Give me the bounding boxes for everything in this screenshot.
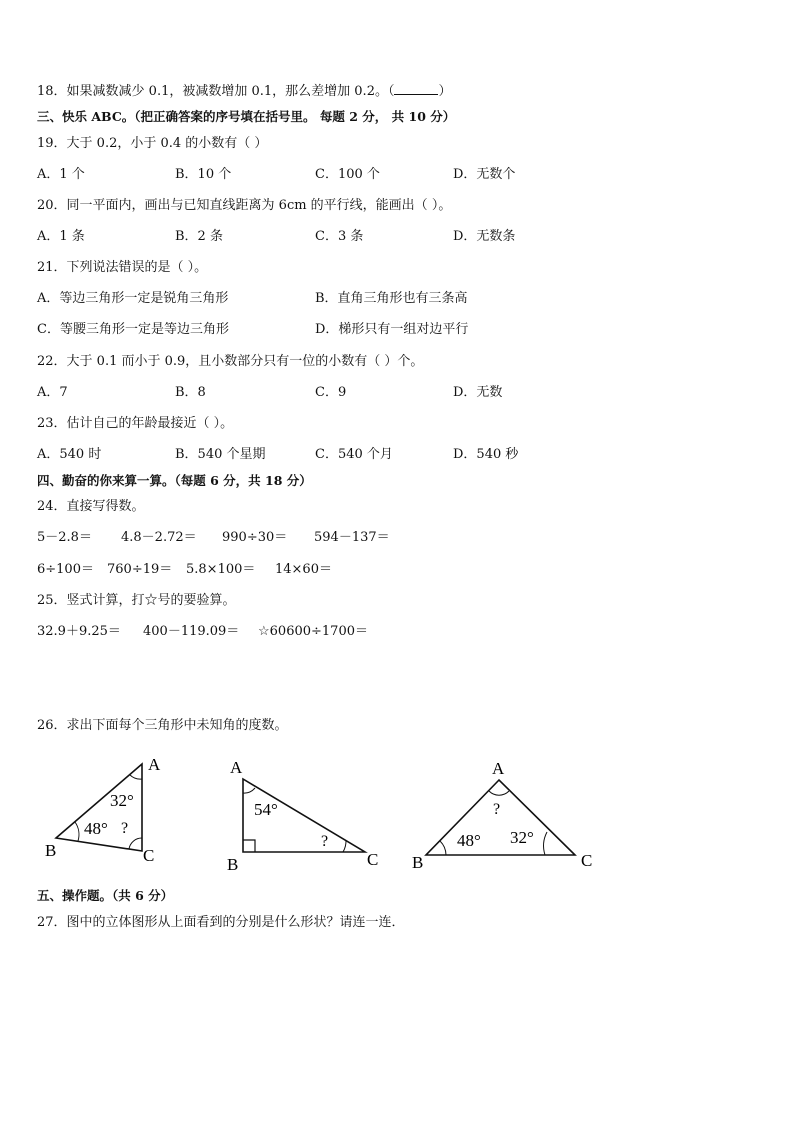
question-18-text: 18．如果减数减少 0.1，被减数增加 0.1，那么差增加 0.2。（	[37, 84, 395, 99]
question-25-text: 25．竖式计算，打☆号的要验算。	[37, 593, 236, 608]
q23-option-b[interactable]: B．540 个星期	[175, 447, 266, 462]
q24-item: 14×60＝	[275, 562, 332, 577]
q24-item: 6÷100＝	[37, 562, 94, 577]
triangle-1	[45, 755, 161, 865]
q24-item: 594－137＝	[314, 530, 390, 545]
question-18-close: ）	[438, 84, 452, 99]
angle-label: ?	[321, 833, 329, 850]
question-24-text: 24．直接写得数。	[37, 499, 145, 514]
q24-item: 990÷30＝	[222, 530, 288, 545]
right-angle-mark	[243, 840, 255, 852]
angle-arc	[489, 791, 509, 795]
q24-item: 5－2.8＝	[37, 530, 92, 545]
question-19-text: 19．大于 0.2，小于 0.4 的小数有（ ）	[37, 136, 268, 151]
q22-option-d[interactable]: D．无数	[453, 385, 503, 400]
q22-option-c[interactable]: C．9	[315, 385, 347, 400]
question-22-text: 22．大于 0.1 而小于 0.9，且小数部分只有一位的小数有（ ）个。	[37, 354, 424, 369]
angle-arc	[130, 775, 142, 779]
vertex-label-a: A	[148, 755, 161, 774]
question-26-text: 26．求出下面每个三角形中未知角的度数。	[37, 718, 288, 733]
angle-arc	[129, 838, 142, 849]
vertex-label-c: C	[581, 851, 593, 870]
question-23-text: 23．估计自己的年龄最接近（ ）。	[37, 416, 234, 431]
q24-item: 5.8×100＝	[186, 562, 256, 577]
triangle-2	[227, 758, 378, 874]
angle-label: 48°	[84, 819, 108, 838]
q21-option-d[interactable]: D．梯形只有一组对边平行	[315, 322, 469, 337]
vertex-label-b: B	[227, 855, 239, 874]
q20-option-a[interactable]: A．1 条	[37, 229, 85, 244]
q21-option-a[interactable]: A．等边三角形一定是锐角三角形	[37, 291, 229, 306]
q25-item: ☆60600÷1700＝	[258, 624, 368, 639]
angle-label: 32°	[110, 791, 134, 810]
vertex-label-c: C	[367, 850, 379, 869]
angle-label: ?	[121, 820, 129, 837]
question-27-text: 27．图中的立体图形从上面看到的分别是什么形状？请连一连．	[37, 915, 405, 930]
q21-option-b[interactable]: B．直角三角形也有三条高	[315, 291, 468, 306]
q20-option-c[interactable]: C．3 条	[315, 229, 364, 244]
triangle-3-shape	[426, 780, 575, 855]
angle-arc	[440, 841, 446, 855]
q20-option-d[interactable]: D．无数条	[453, 229, 516, 244]
angle-label: ?	[493, 801, 501, 818]
triangle-3	[412, 759, 592, 872]
q22-option-b[interactable]: B．8	[175, 385, 206, 400]
angle-label: 32°	[510, 828, 534, 847]
section-5-title: 五、操作题。（共 6 分）	[37, 888, 174, 903]
q21-option-c[interactable]: C．等腰三角形一定是等边三角形	[37, 322, 229, 337]
angle-label: 54°	[254, 800, 278, 819]
question-21-text: 21．下列说法错误的是（ ）。	[37, 260, 208, 275]
q19-option-d[interactable]: D．无数个	[453, 167, 516, 182]
q22-option-a[interactable]: A．7	[37, 385, 68, 400]
angle-arc	[544, 832, 547, 855]
angle-arc	[243, 788, 255, 793]
angle-arc	[343, 840, 346, 852]
angle-arc	[75, 822, 79, 841]
question-20-text: 20．同一平面内，画出与已知直线距离为 6cm 的平行线，能画出（ ）。	[37, 198, 452, 213]
q25-item: 400－119.09＝	[143, 624, 240, 639]
section-4-title: 四、勤奋的你来算一算。（每题 6 分，共 18 分）	[37, 473, 312, 488]
q20-option-b[interactable]: B．2 条	[175, 229, 223, 244]
q23-option-d[interactable]: D．540 秒	[453, 447, 519, 462]
q19-option-c[interactable]: C．100 个	[315, 167, 380, 182]
angle-label: 48°	[457, 831, 481, 850]
q25-item: 32.9＋9.25＝	[37, 624, 121, 639]
vertex-label-b: B	[45, 841, 57, 860]
q19-option-a[interactable]: A．1 个	[37, 167, 85, 182]
vertex-label-b: B	[412, 853, 424, 872]
q23-option-a[interactable]: A．540 时	[37, 447, 102, 462]
vertex-label-c: C	[143, 846, 155, 865]
q24-item: 760÷19＝	[107, 562, 173, 577]
vertex-label-a: A	[492, 759, 505, 778]
vertex-label-a: A	[230, 758, 243, 777]
section-3-title: 三、快乐 ABC。（把正确答案的序号填在括号里。 每题 2 分， 共 10 分）	[37, 109, 456, 124]
q24-item: 4.8－2.72＝	[121, 530, 197, 545]
q19-option-b[interactable]: B．10 个	[175, 167, 232, 182]
q23-option-c[interactable]: C．540 个月	[315, 447, 393, 462]
